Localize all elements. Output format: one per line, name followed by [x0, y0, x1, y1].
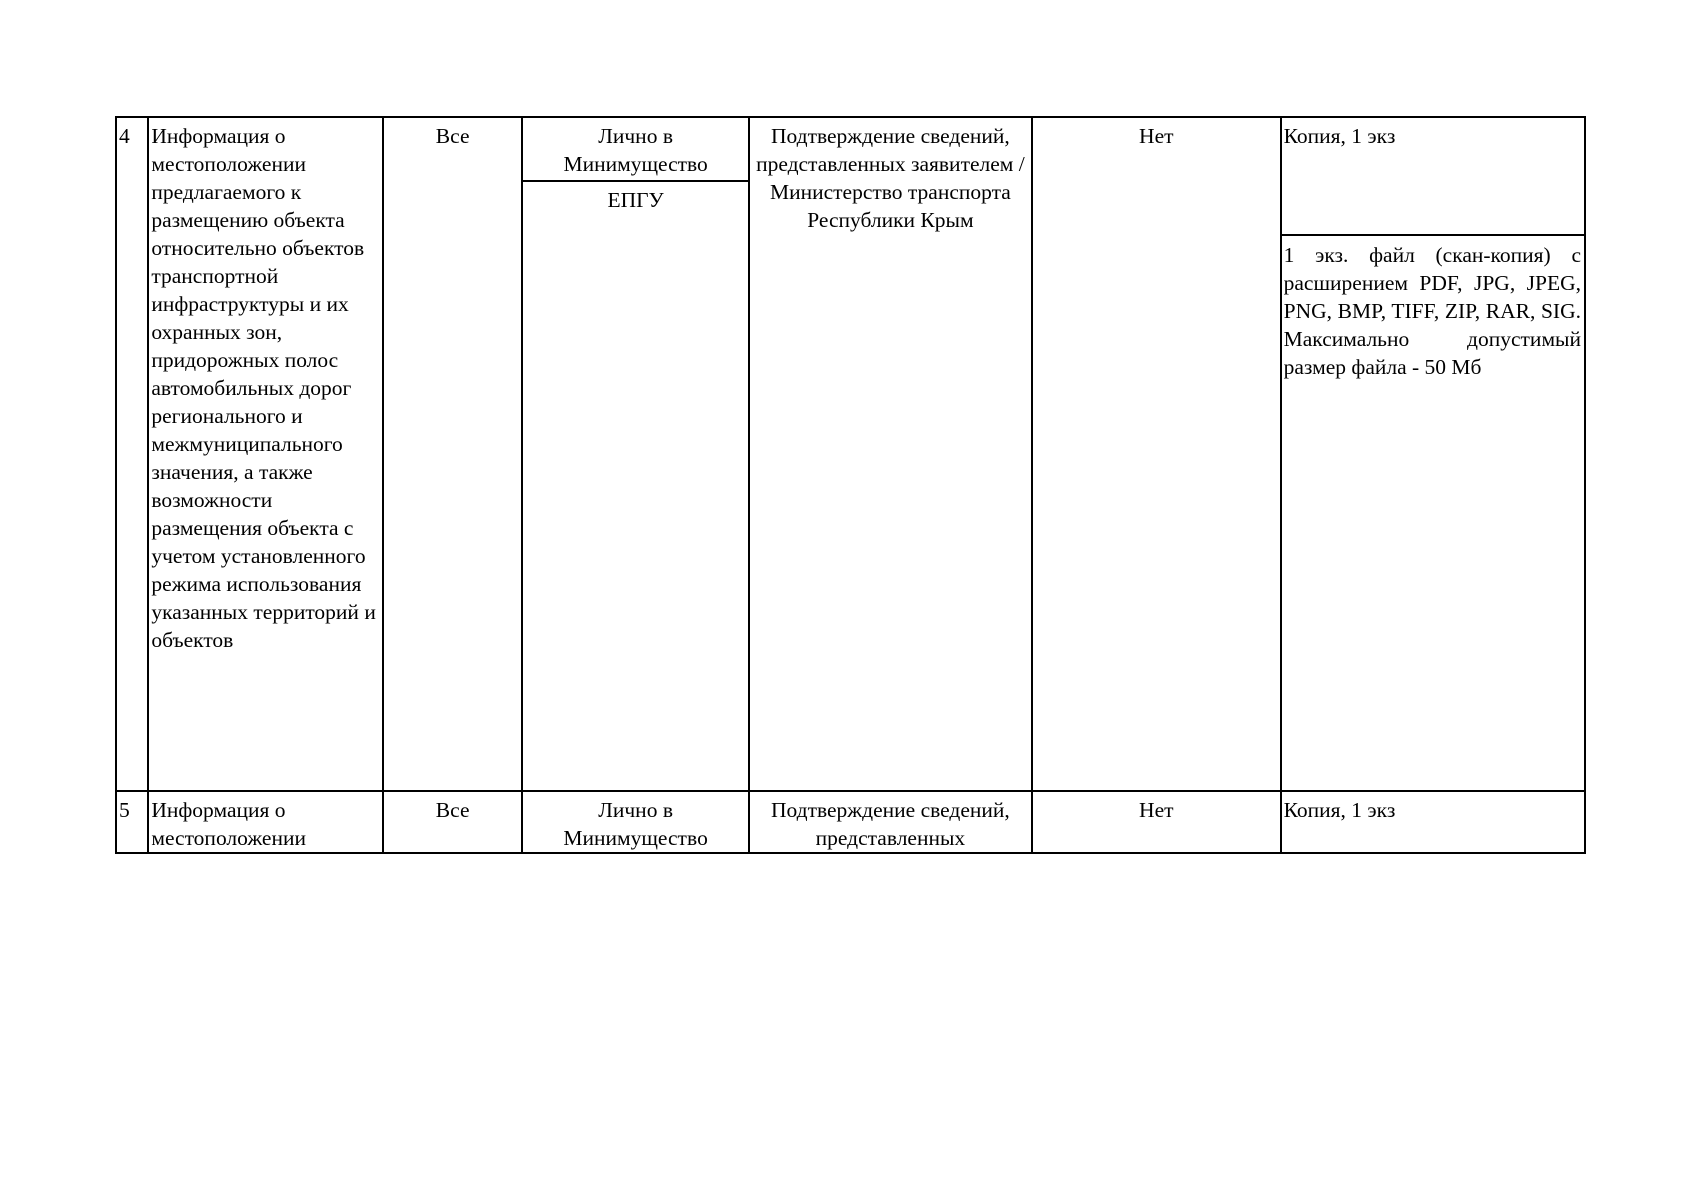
table-row	[116, 117, 1585, 791]
submission-method-epgu: ЕПГУ	[607, 188, 664, 212]
submission-method-cell	[522, 117, 748, 791]
submission-method-cell	[522, 791, 748, 853]
required-value: Нет	[1139, 798, 1174, 822]
document-name: Информация о местоположении	[151, 798, 306, 850]
row-number-cell	[116, 117, 148, 791]
applicant-category: Все	[435, 124, 470, 148]
document-form-cell	[1281, 791, 1585, 853]
document-form-electronic: 1 экз. файл (скан-копия) с расширением PDF, JPG, JPEG, PNG, BMP, TIFF, ZIP, RAR, SIG. Максимально допустимый размер файла - 50 Мб	[1283, 243, 1581, 379]
confirmation-text: Подтверждение сведений, представленных заявителем / Министерство транспорта Республики Крым	[756, 124, 1025, 232]
document-form-paper: Копия, 1 экз	[1282, 118, 1584, 236]
document-name-cell	[148, 117, 383, 791]
document-form-paper: Копия, 1 экз	[1283, 798, 1396, 822]
document-name-cell	[148, 791, 383, 853]
row-number-cell	[116, 791, 148, 853]
required-cell	[1032, 791, 1281, 853]
confirmation-cell	[749, 117, 1032, 791]
table-row	[116, 791, 1585, 853]
applicant-category-cell	[383, 791, 523, 853]
submission-method-in-person: Лично в Минимуществo	[563, 798, 708, 850]
row-number: 4	[119, 124, 130, 148]
applicant-category-cell	[383, 117, 523, 791]
applicant-category: Все	[435, 798, 470, 822]
required-value: Нет	[1139, 124, 1174, 148]
required-cell	[1032, 117, 1281, 791]
document-name: Информация о местоположении предлагаемого к размещению объекта относительно объектов транспортной инфраструктуры и их охранных зон, придорожных полос автомобильных дорог регионального и межмуниципального значения, а также возможности размещения объекта с учетом установленного режима использования указанных территорий и объектов	[151, 124, 376, 652]
submission-method-in-person: Лично в Минимущество	[523, 118, 747, 182]
confirmation-text: Подтверждение сведений, представленных	[771, 798, 1010, 850]
confirmation-cell	[749, 791, 1032, 853]
documents-table	[115, 116, 1586, 854]
row-number: 5	[119, 798, 130, 822]
document-form-cell	[1281, 117, 1585, 791]
